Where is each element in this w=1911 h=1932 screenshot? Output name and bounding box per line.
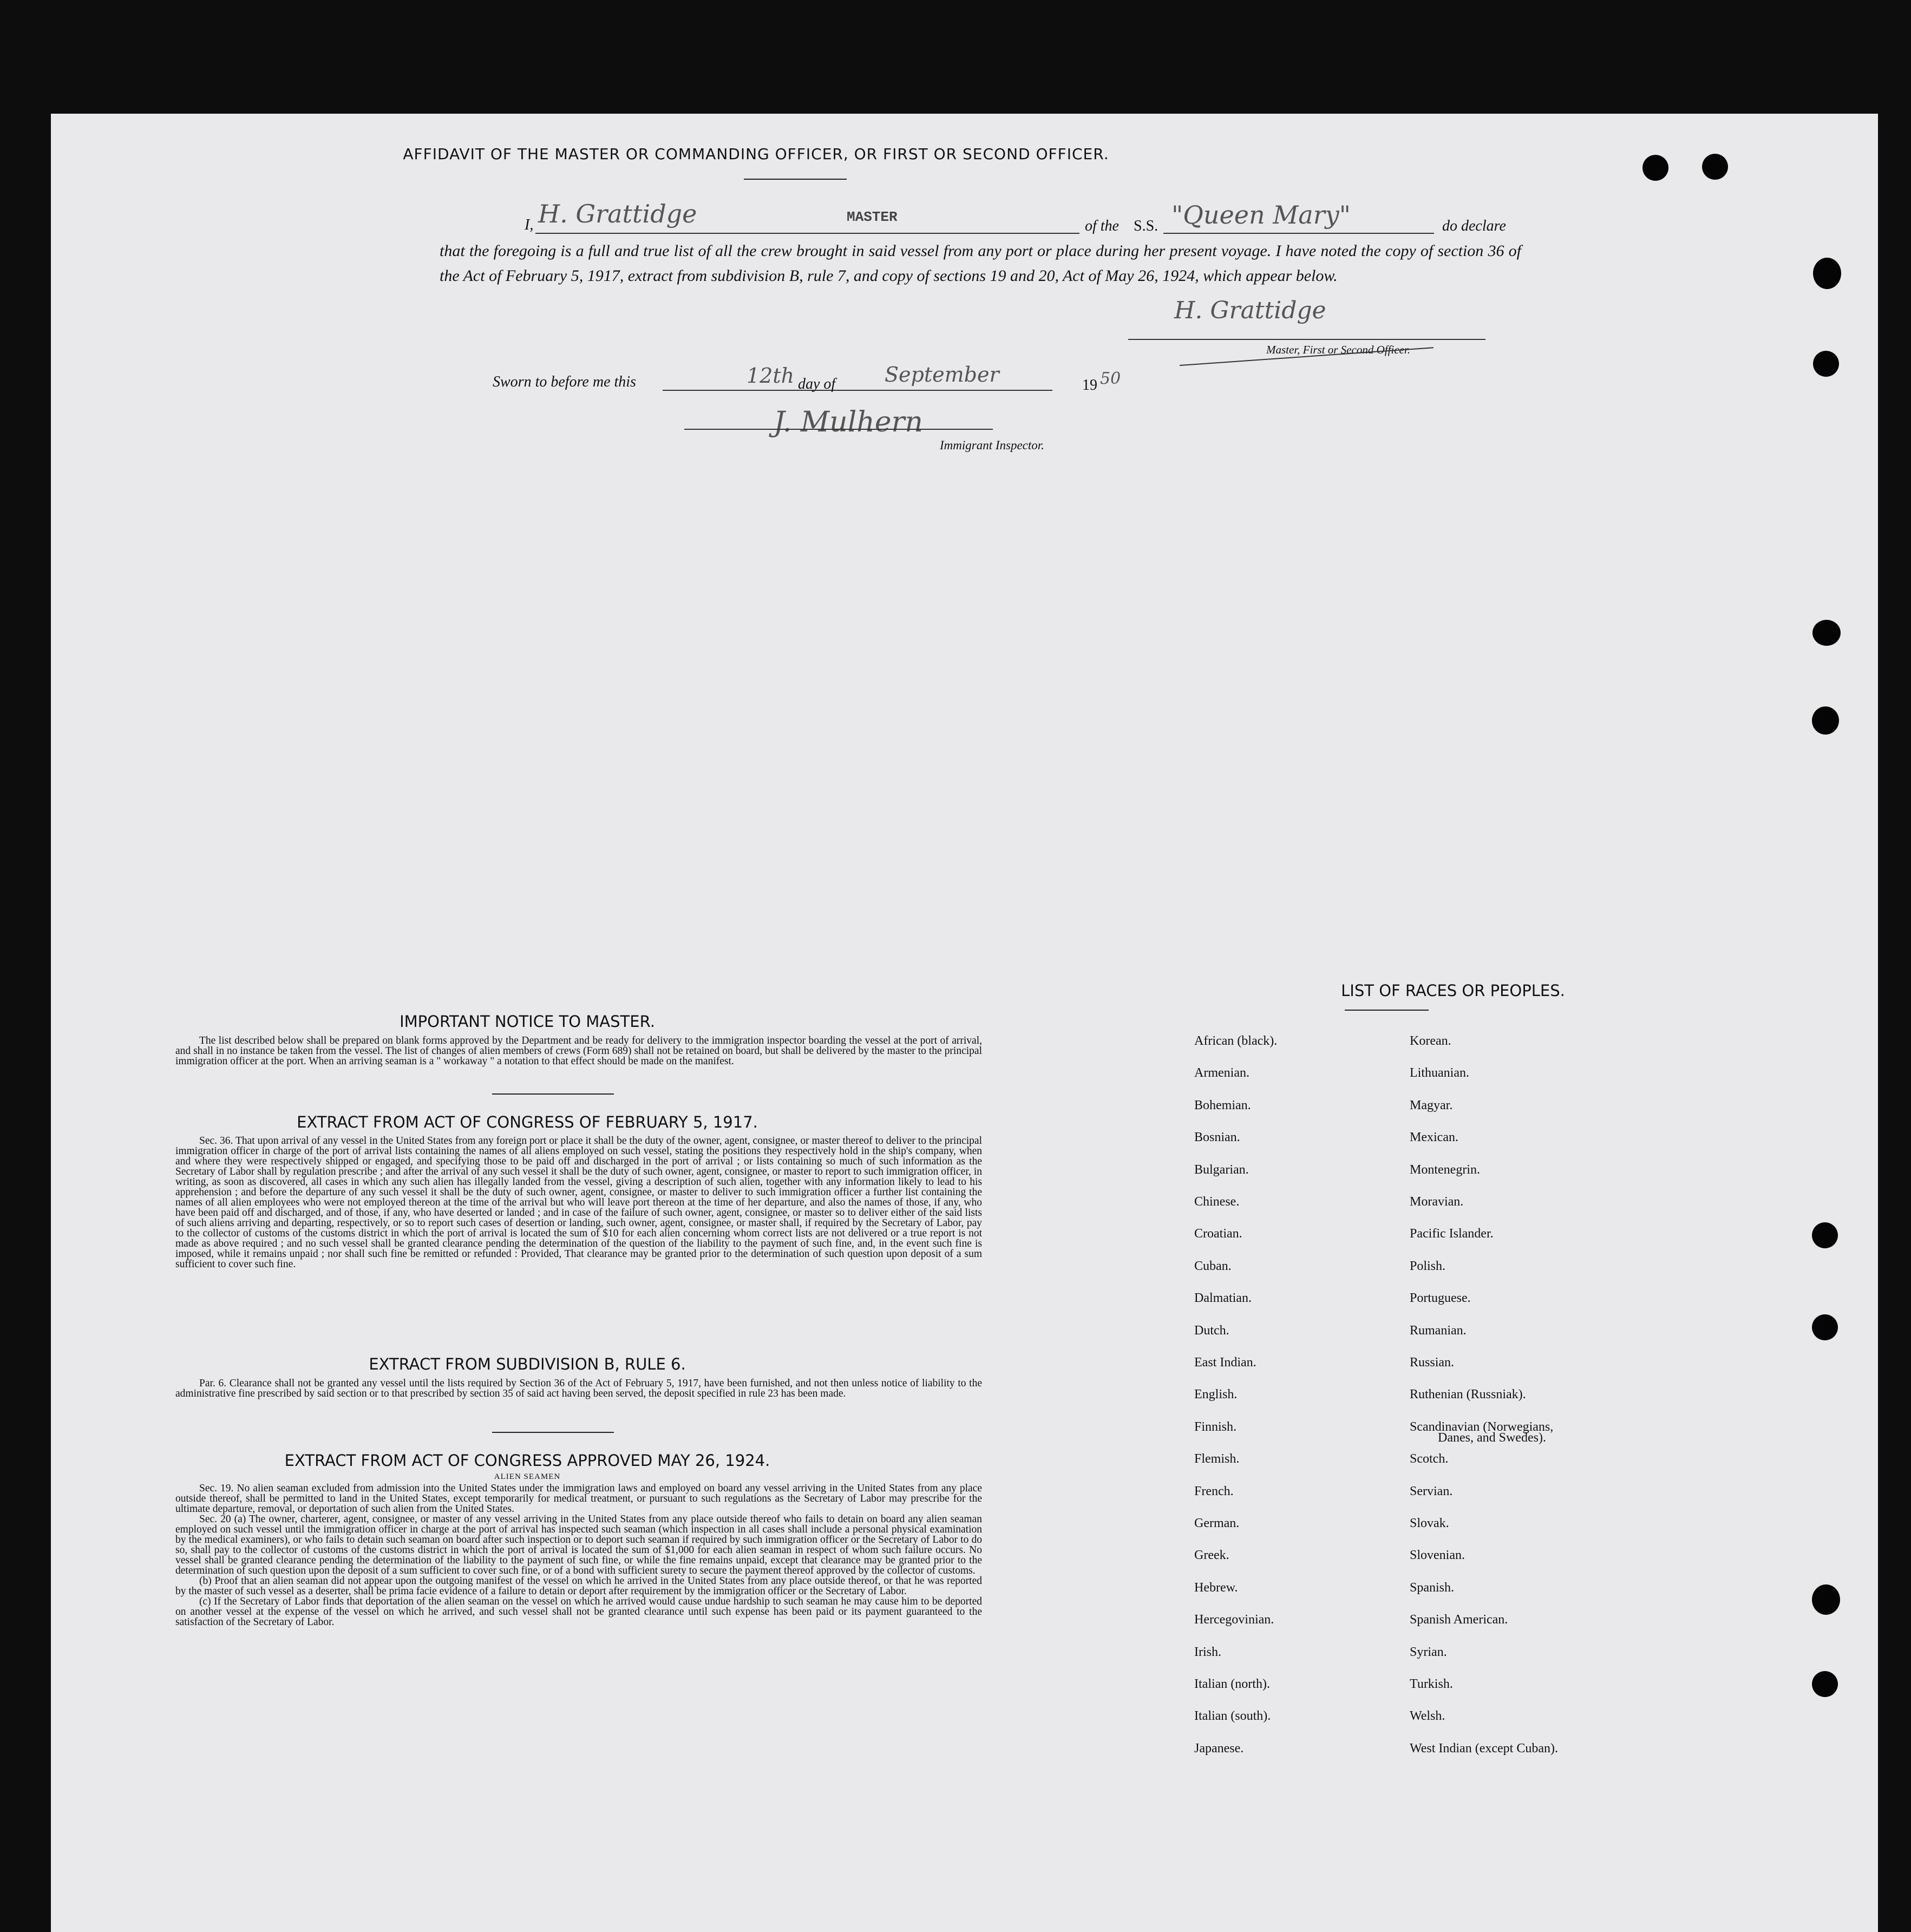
race-item: Slovak. (1410, 1516, 1449, 1530)
of-the-label: of the (1085, 218, 1119, 234)
do-declare-label: do declare (1442, 218, 1506, 234)
year-prefix: 19 (1082, 377, 1097, 394)
punch-hole (1812, 620, 1841, 646)
punch-hole (1642, 155, 1668, 181)
race-item: Bohemian. (1194, 1098, 1251, 1112)
sworn-day-handwritten: 12th (747, 364, 795, 388)
rule-6-divider (492, 1432, 614, 1433)
race-item: Finnish. (1194, 1420, 1237, 1434)
race-item: French. (1194, 1484, 1234, 1498)
race-item: Syrian. (1410, 1645, 1447, 1659)
signature-caption: Master, First or Second Officer. (1266, 343, 1410, 356)
inspector-signature: J. Mulhern (774, 406, 923, 438)
sec-20b-paragraph: (b) Proof that an alien seaman did not appear upon the outgoing manifest of the vessel on which he arrived in the United States from any place outside thereof, or that he was reported by the master of such vessel as a deserter, shall be prima facie evidence of a failure to detain or deport after requirement by the immigration officer or the Secretary of Labor. (175, 1575, 982, 1597)
vessel-prefix: S.S. (1134, 218, 1159, 234)
race-item: Polish. (1410, 1259, 1446, 1273)
race-item: West Indian (except Cuban). (1410, 1741, 1558, 1756)
race-item: German. (1194, 1516, 1240, 1530)
inspector-caption: Immigrant Inspector. (940, 438, 1044, 452)
master-name-handwritten: H. Grattidge (538, 199, 697, 228)
day-of-label: day of (798, 376, 836, 392)
notice-paragraph: The list described below shall be prepared on blank forms approved by the Department and be ready for delivery to the immigration inspector boarding the vessel at the port of arrival, and shall in no instance be taken from the vessel. The list of changes of alien members of crews (Form 689) shall not be retained on board, but shall be delivered by the master to the principal immigration officer at the port. When an arriving seaman is a " workaway " a notation to that effect should be made on the manifest. (175, 1035, 982, 1067)
race-item: Irish. (1194, 1645, 1221, 1659)
name-line (535, 233, 1079, 234)
alien-seamen-subtitle: ALIEN SEAMEN (494, 1472, 561, 1481)
rule-6-text (175, 1378, 982, 1399)
race-item: Portuguese. (1410, 1291, 1471, 1305)
notice-title: IMPORTANT NOTICE TO MASTER. (400, 1012, 655, 1031)
extract-1924-title: EXTRACT FROM ACT OF CONGRESS APPROVED MAY 26, 1924. (284, 1451, 770, 1470)
vessel-line (1163, 233, 1434, 234)
affidavit-title: AFFIDAVIT OF THE MASTER OR COMMANDING OFFICER, OR FIRST OR SECOND OFFICER. (403, 145, 1109, 163)
race-item: Spanish American. (1410, 1613, 1508, 1627)
race-item: Turkish. (1410, 1677, 1453, 1691)
race-item: Scotch. (1410, 1452, 1449, 1466)
punch-hole (1813, 258, 1841, 289)
race-item: Spanish. (1410, 1581, 1455, 1595)
race-item: Scandinavian (Norwegians, (1410, 1420, 1554, 1434)
race-item: Bulgarian. (1194, 1163, 1249, 1177)
punch-hole (1812, 1222, 1838, 1248)
vessel-name-handwritten: "Queen Mary" (1172, 200, 1351, 230)
race-item: English. (1194, 1387, 1238, 1401)
sec-20a-paragraph: Sec. 20 (a) The owner, charterer, agent, consignee, or master of any vessel arriving in the United States from any place outside thereof who fails to detain on board any alien seaman employed on such vessel until the immigration officer in charge at the port of arrival has inspected such seaman (which inspection in all cases shall include a personal physical examination by the medical examiners), or who fails to detain such seaman on board after such inspection or to deport such seaman if required by such immigration officer or the Secretary of Labor to do so, shall pay to the collector of customs of the customs district in which the port of arrival is located the sum of $1,000 for each alien seaman in respect of whom such failure occurs. No vessel shall be granted clearance pending the determination of the liability to the payment of such fine, or while the fine remains unpaid, except that clearance may be granted prior to the determination of such question upon the deposit of a sum sufficient to cover such fine, or of a bond with sufficient surety to secure the payment thereof approved by the collector of customs. (175, 1514, 982, 1576)
punch-hole (1812, 1314, 1838, 1340)
notice-text (175, 1036, 982, 1066)
race-item: Lithuanian. (1410, 1066, 1469, 1080)
race-item: Italian (south). (1194, 1709, 1271, 1723)
document-page (51, 114, 1878, 1932)
extract-1924-text (175, 1483, 982, 1627)
race-item: Italian (north). (1194, 1677, 1270, 1691)
rule-6-title: EXTRACT FROM SUBDIVISION B, RULE 6. (369, 1355, 686, 1373)
race-item: Armenian. (1194, 1066, 1249, 1080)
race-item: Cuban. (1194, 1259, 1232, 1273)
sworn-month-handwritten: September (885, 363, 999, 387)
race-item: Russian. (1410, 1355, 1455, 1370)
inspector-line (684, 429, 993, 430)
race-item: African (black). (1194, 1034, 1278, 1048)
race-item: Mexican. (1410, 1130, 1458, 1144)
sec-20c-paragraph: (c) If the Secretary of Labor finds that deportation of the alien seaman on the vessel on which he arrived would cause undue hardship to such seaman he may cause him to be deported on another vessel at the expense of the vessel on which he arrived, and such vessel shall not be granted clearance until such expense has been paid or its payment guaranteed to the satisfaction of the Secretary of Labor. (175, 1596, 982, 1628)
extract-1917-text (175, 1136, 982, 1269)
punch-hole (1812, 706, 1839, 735)
notice-divider (492, 1093, 614, 1095)
race-item: Croatian. (1194, 1227, 1242, 1241)
punch-hole (1702, 154, 1728, 180)
race-item: Korean. (1410, 1034, 1451, 1048)
race-item: Dalmatian. (1194, 1291, 1252, 1305)
i-prefix: I, (525, 217, 534, 233)
race-item-continuation: Danes, and Swedes). (1438, 1431, 1546, 1445)
race-item: Bosnian. (1194, 1130, 1240, 1144)
race-item: Moravian. (1410, 1195, 1464, 1209)
sec-19-paragraph: Sec. 19. No alien seaman excluded from admission into the United States under the immigration laws and employed on board any vessel arriving in the United States from any place outside thereof, shall be permitted to land in the United States, except temporarily for medical treatment, or pursuant to such regulations as the Secretary of Labor may prescribe for the ultimate departure, removal, or deportation of such alien from the United States. (175, 1483, 982, 1515)
punch-hole (1812, 1671, 1838, 1697)
capacity-typed: MASTER (847, 209, 898, 225)
race-item: Slovenian. (1410, 1548, 1465, 1562)
race-item: Pacific Islander. (1410, 1227, 1494, 1241)
declaration-text: that the foregoing is a full and true list of all the crew brought in said vessel from any port or place during her present voyage. I have noted the copy of section 36 of the Act of February 5, 1917, extract from subdivision B, rule 7, and copy of sections 19 and 20, Act of May 26, 1924, which appear below. (440, 242, 1521, 285)
races-title: LIST OF RACES OR PEOPLES. (1341, 981, 1565, 1000)
race-item: Ruthenian (Russniak). (1410, 1387, 1526, 1401)
race-item: Greek. (1194, 1548, 1229, 1562)
race-item: East Indian. (1194, 1355, 1256, 1370)
master-signature: H. Grattidge (1174, 297, 1326, 324)
race-item: Hercegovinian. (1194, 1613, 1274, 1627)
race-item: Magyar. (1410, 1098, 1453, 1112)
race-item: Welsh. (1410, 1709, 1445, 1723)
rule-6-paragraph: Par. 6. Clearance shall not be granted any vessel until the lists required by Section 36 of the Act of February 5, 1917, have been furnished, and not then unless notice of liability to the administrative fine prescribed by said section or to that prescribed by section 35 of said act having been served, the deposit specified in rule 23 has been made. (175, 1378, 982, 1399)
race-item: Hebrew. (1194, 1581, 1238, 1595)
extract-1917-title: EXTRACT FROM ACT OF CONGRESS OF FEBRUARY 5, 1917. (297, 1113, 758, 1131)
sworn-year-handwritten: 50 (1100, 369, 1121, 388)
race-item: Dutch. (1194, 1324, 1229, 1338)
signature-line (1128, 339, 1485, 340)
month-line (847, 390, 1052, 391)
race-item: Rumanian. (1410, 1324, 1467, 1338)
race-item: Servian. (1410, 1484, 1453, 1498)
extract-1917-paragraph: Sec. 36. That upon arrival of any vessel in the United States from any foreign port or place it shall be the duty of the owner, agent, consignee, or master thereof to deliver to the principal immigration officer in charge of the port of arrival lists containing the names of all aliens employed on such vessel, stating the positions they respectively hold in the ship's company, when and where they were respectively shipped or engaged, and specifying those to be paid off and discharged in the port of arrival ; or lists containing so much of such information as the Secretary of Labor shall by regulation prescribe ; and after the arrival of any such vessel it shall be the duty of such owner, agent, consignee, or master to report to such immigration officer, in writing, as soon as discovered, all cases in which any such alien has illegally landed from the vessel, giving a description of such alien, together with any information likely to lead to his apprehension ; and before the departure of any such vessel it shall be the duty of such owner, agent, consignee, or master to deliver to such immigration officer a further list containing the names of all alien employees who were not employed thereon at the time of the arrival but who will leave port thereon at the time of her departure, and also the names of those, if any, who have been paid off and discharged, and of those, if any, who have deserted or landed ; and in case of the failure of such owner, agent, consignee, or master so to deliver either of the said lists of such aliens arriving and departing, respectively, or so to report such cases of desertion or landing, such owner, agent, consignee, or master shall, if required by the Secretary of Labor, pay to the collector of customs of the customs district in which the port of arrival is located the sum of $10 for each alien concerning whom correct lists are not delivered or a true report is not made as above required ; and no such vessel shall be granted clearance pending the determination of the question of the liability to the payment of such fine, and, in the event such fine is imposed, while it remains unpaid ; nor shall such fine be remitted or refunded : Provided, That clearance may be granted prior to the determination of such question upon deposit of a sum sufficient to cover such fine. (175, 1135, 982, 1270)
races-divider (1345, 1010, 1429, 1011)
race-item: Chinese. (1194, 1195, 1240, 1209)
sworn-label: Sworn to before me this (493, 374, 636, 390)
race-item: Montenegrin. (1410, 1163, 1480, 1177)
punch-hole (1812, 1584, 1840, 1615)
punch-hole (1813, 351, 1839, 377)
race-item: Japanese. (1194, 1741, 1244, 1756)
title-divider (744, 179, 847, 180)
race-item: Flemish. (1194, 1452, 1240, 1466)
